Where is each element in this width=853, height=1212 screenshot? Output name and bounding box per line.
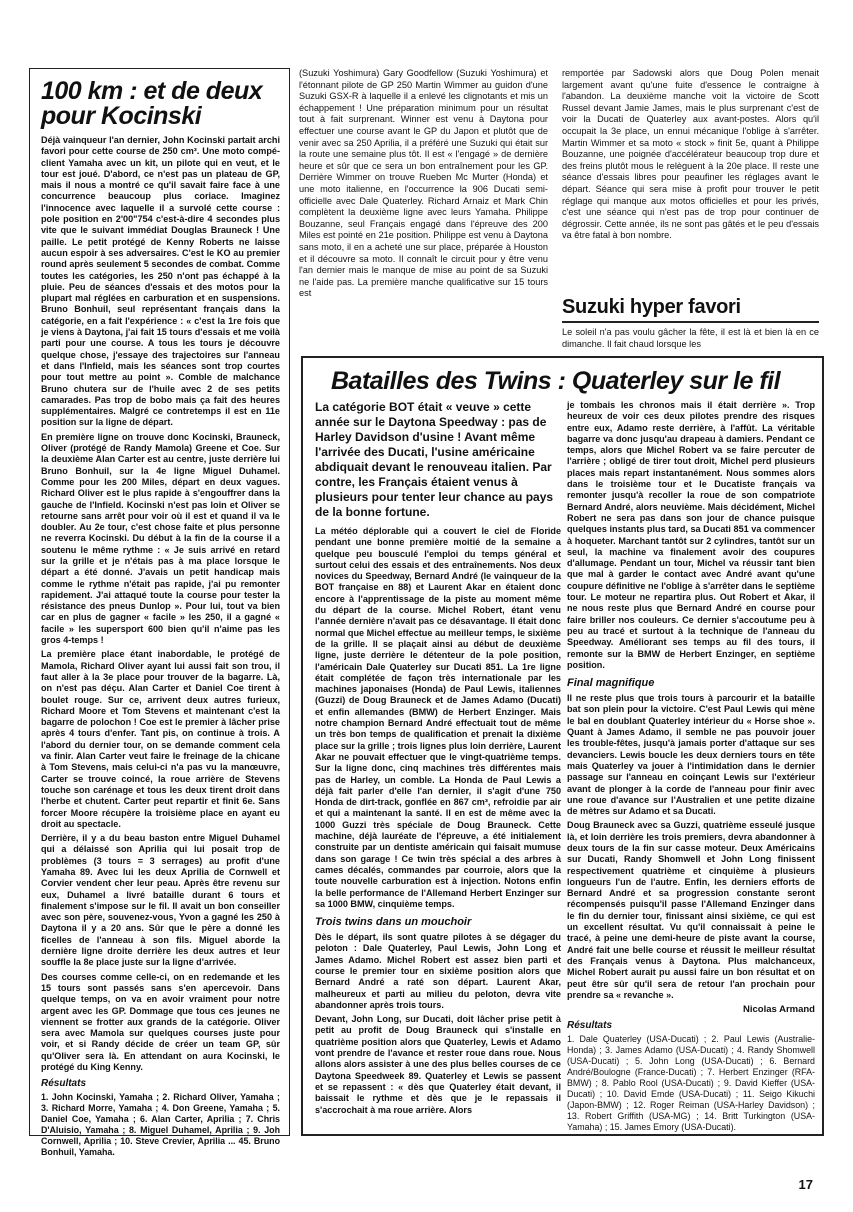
article-twins-box bbox=[301, 356, 824, 1136]
article-kocinski-paragraph: La première place étant inabordable, le protégé de Mamola, Richard Oliver ayant lui aussi fait son trou, il faut aller à la 3e place pour trouver de la bagarre. Là, on n'est pas déçu. Alan Carter et Daniel Coe tirent à boulet rouge. Sur ce, arrivent deux autres furieux, Richard Moore et Tom Stevens et maintenant c'est la bagarre de polochon ! Coe est le premier à lâcher prise après 4 tours d'enfer. Tant pis, on continue à trois. A l'abord du dernier tour, on se demande comment cela va finir. Alan Carter veut faire le freinage de la chicane à Tom Stevens, mais celui-ci n'a pas vu la manœuvre, Carter se trouve coincé, la roue arrière de Stevens touche son carénage et tous les deux tirent droit dans l'herbe et chutent. Carter peut repartir et finit 6e. Sans forcer Moore récupère la troisième place en ayant eu droit au spectacle. bbox=[41, 649, 280, 829]
article-kocinski-results: 1. John Kocinski, Yamaha ; 2. Richard Oliver, Yamaha ; 3. Richard Morre, Yamaha ; 4. Don Greene, Yamaha ; 5. Daniel Coe, Yamaha ; 6. Alan Carter, Aprilia ; 7. Chris D'Aluisio, Yamaha ; 8. Miguel Duhamel, Aprilia ; 9. Joh Cornwell, Aprilia ; 10. Steve Crevier, Aprilia ... 45. Bruno Bonhuil, Yamaha. bbox=[41, 1092, 280, 1158]
suzuki-title-rule bbox=[562, 321, 819, 323]
twins-column-left bbox=[315, 400, 561, 1130]
column2-top bbox=[299, 68, 548, 353]
twins-subheading-final: Final magnifique bbox=[567, 677, 655, 690]
article-twins-title: Batailles des Twins : Quaterley sur le fil bbox=[331, 367, 781, 395]
article-kocinski-box bbox=[29, 68, 290, 1158]
article-kocinski-body bbox=[41, 135, 280, 1073]
twins-lede: La catégorie BOT était « veuve » cette année sur le Daytona Speedway : pas de Harley Davidson d'usine ! Avant même l'arrivée des Ducati, l'usine américaine abdiquait devant le renouveau italien. Par contre, les Français étaient venus à plusieurs pour tenter leur chance au pays de la bonne fortune. bbox=[315, 400, 554, 519]
twins-paragraph: Il ne reste plus que trois tours à parcourir et la bataille bat son plein pour la victoire. C'est Paul Lewis qui mène le bal en doublant Quaterley intérieur du « Horse shoe ». Quant à James Adamo, il semble ne pas pouvoir jouer les trouble-fêtes, jusqu'à jamais porter d'attaque sur ses devanciers. Lewis boucle les deux derniers tours en tête mais Quaterley va jouer à l'intimidation dans le dernier passage sur l'anneau en coinçant Lewis sur l'extérieur avant de plonger à la corde de l'anneau pour finir avec une roue d'avance sur l'Australien et une petite dizaine de mètres sur Adamo et sa Ducati. bbox=[567, 693, 815, 817]
article-kocinski-paragraph: En première ligne on trouve donc Kocinski, Brauneck, Oliver (protégé de Randy Mamola) Greene et Coe. Sur la deuxième Alan Carter est au centre, juste derrière lui Bruno Bonhuil, sur la 4e ligne Miguel Duhamel. Comme pour les 200 Miles, départ en deux vagues. Richard Oliver est le plus rapide à s'engouffrer dans la gauche de l'Infield. Kocinski n'est pas loin et Oliver se retourne sans arrêt pour voir où il est et quand il va le doubler. Au 2e tour, c'est chose faite et plus personne ne reverra Kocinski. Du début à la fin de la course il a soutenu le même rythme : « Je suis arrivé en retard sur la grille et je n'étais pas à ma place lorsque le départ a été donné. J'avais un petit handicap mais comme le rythme n'était pas rapide, j'ai pu remonter rapidement. J'ai attaqué toute la course pour tester la résistance des pneus Dunlop ». Pour lui, tout va bien car en plus de gagner « facile » les 250, il a gagné « facile » les supersport 600 bien qu'il n'aime pas les gros 4-temps ! bbox=[41, 431, 280, 646]
article-kocinski-title: 100 km : et de deux pour Kocinski bbox=[41, 77, 263, 130]
column3-top bbox=[562, 68, 819, 290]
twins-paragraph: Dès le départ, ils sont quatre pilotes à se dégager du peloton : Dale Quaterley, Paul Lewis, John Long et James Adamo. Michel Robert est assez bien parti et course le premier tour en sixième position alors que Bernard André a raté son départ. Laurent Akar, malheureux et parti au milieu du peloton, devra vite abandonner après trois tours. bbox=[315, 932, 561, 1010]
suzuki-text: Le soleil n'a pas voulu gâcher la fête, il est là et bien là en ce dimanche. Il fait chaud lorsque les bbox=[562, 327, 819, 349]
twins-results-heading: Résultats bbox=[567, 1020, 613, 1032]
column3-top-text: remportée par Sadowski alors que Doug Polen menait largement avant qu'une fuite d'essence le contraigne à l'abandon. La deuxième manche voit la victoire de Scott Russel devant Jamie James, mais le plus surprenant c'est de voir la Ducati de Quaterley aux avant-postes. Alors qu'il occupait la 3e place, un ennui mécanique l'oblige à s'arrêter. Martin Wimmer et sa moto « stock » finit 5e, quant à Philippe Bouzanne, une poignée d'accélérateur beaucoup trop dure et des freins plutôt mous le relèguent à la 20e place. Il reste une séance d'essais libres pour peaufiner les réglages avant le départ. Séance qui sera mise à profit pour trouver le petit réglage qui manque aux motos officielles et pour les privés, c'est une séance qui n'est pas de trop pour continuer de dégrossir. Cette année, ils ne sont pas gâtés et le peu d'essais va être fatal à bon nombre. bbox=[562, 68, 819, 241]
suzuki-title: Suzuki hyper favori bbox=[562, 296, 741, 318]
twins-paragraph: Doug Brauneck avec sa Guzzi, quatrième esseulé jusque là, et loin derrière les trois premiers, devra abandonner à deux tours de la fin sur casse moteur. Deux Américains sur Ducati, Randy Shomwell et John Long finissent respectivement quatrième et cinquième à plusieurs longueurs l'un de l'autre. Enfin, les derniers efforts de Bernard André et sa progression constante seront récompensés puisqu'il passe l'Allemand Enzinger dans le fin du dernier tour, finissant ainsi sixième, ce qui est un excellent résultat. Vu qu'il connaissait à peine le tracé, à peine une demi-heure de piste avant la course, André fait une belle course et réussit le meilleur résultat des Français venus à Daytona. Plus malchanceux, Michel Robert aurait pu aussi faire un bon résultat et on peut être sûr qu'il sera de retour l'an prochain pour prendre sa « revanche ». bbox=[567, 820, 815, 1000]
twins-paragraph: je tombais les chronos mais il était derrière ». Trop heureux de voir ces deux pilotes prendre des risques entre eux, Adamo reste derrière, à l'affût. La véritable bagarre va donc jusqu'au drapeau à damiers. Pendant ce temps, alors que Michel Robert va se faire percuter de l'arrière ; obligé de tirer tout droit, Michel perd plusieurs places mais repart instantanément. Nous sommes alors dans le troisième tour et le Ducatiste français va remonter jusqu'à recoller la roue de son compatriote Bernard André, alors neuvième. Mais décidément, Michel Robert ne sera pas dans son jour de chance puisque quelques instants plus tard, sa Ducati 851 va commencer à hoqueter. Marchant tantôt sur 2 cylindres, tantôt sur un seul, la machine va finalement avoir des coupures d'allumage. Pendant un tour, Michel va réussir tant bien que mal à garder le contact avec André avant qu'une coupure définitive ne l'oblige à s'arrêter dans le septième tour. Le moteur ne repartira plus. Out Robert et Akar, il ne nous reste plus que Bernard André en course pour faire briller nos couleurs. Ce dernier s'accoutume peu à peu au tracé et surtout à la technique de l'anneau du Speedway. Améliorant ses temps au fil des tours, il remonte sur la BMW de Herbert Enzinger, en septième position. bbox=[567, 400, 815, 670]
article-kocinski-paragraph: Déjà vainqueur l'an dernier, John Kocinski partait archi favori pour cette course de 250 cm³. Une moto compé-client Yamaha avec un kit, un pilote qui en veut, et le tour est joué. D'abord, ce n'est pas un plateau de GP, mais il nous a montré ce qu'il savait faire face à une concurrence beaucoup plus coriace. Imaginez l'innocence avec laquelle il a survolé cette course : pole position en 2'00"754 c'est-à-dire 4 secondes plus vite que le suivant immédiat Douglas Brauneck ! Une paille. Le petit protégé de Kenny Roberts ne laisse aucun espoir à ses adversaires. C'est le KO au premier round après seulement 5 secondes de combat. Comme toutes les catégories, les 250 n'ont pas échappé à la pluie. Peu de séances d'essais et des motos pour la plupart mal réglées en carburation et en suspensions. Bruno Bonhuil, seul représentant français dans la catégorie, en a fait l'expérience : « c'est la 1re fois que je viens à Daytona, j'ai fait 15 tours d'essais et me voilà parti pour une course. A tous les tours je découvre quelque chose, j'essaye des trajectoires sur l'anneau et dans l'Infield, mais les séances sont trop courtes pour tout mettre au point ». Comble de malchance Bruno chutera sur de l'huile avec 2 de ses petits camarades. Pas trop de bobo mais ça fait des heures supplémentaires. Malgré ce contretemps il est en 11e position sur la ligne de départ. bbox=[41, 135, 280, 428]
twins-paragraph: La météo déplorable qui a couvert le ciel de Floride pendant une bonne première moitié de la semaine a quelque peu bousculé l'emploi du temps général et surtout celui des essais et des entraînements. Nos deux novices du Speedway, Bernard André (le vainqueur de la BOT française en 88) et Laurent Akar en étaient donc encore à l'apprentissage de la piste au moment même du départ de la course. Michel Robert, étant venu l'année dernière n'avait pas ce désavantage. Il était donc normal que Michel effectue au meilleur temps, le sixième de la grille. Il se plaçait ainsi au début de deuxième ligne, juste derrière le détenteur de la pole position, l'américain Dale Quaterley sur Ducati 851. La 1re ligne était complétée de façon très internationale par les machines japonaises (Honda) de Paul Lewis, italiennes (Guzzi) de Doug Brauneck et de James Adamo (Ducati) et enfin allemandes (BMW) de Herbert Enzinger. Mais notre champion Bernard André effectuait tout de même un très bon temps de qualification et prenait la dixième place sur la grille ; trois lignes plus loin derrière, Laurent Akar ne pouvait effectuer que le vingt-quatrième temps. Sur la ligne donc, cinq machines très différentes mais pas de Harley, un comble. La Honda de Paul Lewis a déjà fait parler d'elle l'an dernier, il s'agit d'une 750 Honda de dirt-track, gonflée en 867 cm³, refroidie par air et qui a maintenant la santé. Il en est de même avec la 1000 Guzzi très spéciale de Doug Brauneck. Cette machine, déjà lauréate de l'épreuve, a été initialement construite par un dentiste américain qui faisait mumuse dans son garage ! Ce twin très spécial a des arbres à cames décalés, commandes par courroie, alors que la toute nouvelle carburation est à injection. Notons enfin la belle performance de l'Allemand Herbert Enzinger sur sa 1000 BMW, cinquième temps. bbox=[315, 526, 561, 909]
twins-results: 1. Dale Quaterley (USA-Ducati) ; 2. Paul Lewis (Australie-Honda) ; 3. James Adamo (USA-Ducati) ; 4. Randy Shomwell (USA-Ducati) ; 5. John Long (USA-Ducati) ; 6. Bernard André/Boulogne (France-Ducati) ; 7. Herbert Enzinger (RFA-BMW) ; 8. Pablo Rool (USA-Ducati) ; 9. David Kieffer (USA-Ducati) ; 10. David Emde (USA-Ducati) ; 11. Seigo Kikuchi (Japon-BMW) ; 12. Roger Reiman (USA-Harley Davidson) ; 13. Robert Griffith (USA-MG) ; 14. Britt Turkington (USA-Yamaha) ; 15. James Emory (USA-Ducati). bbox=[567, 1034, 815, 1133]
page-number: 17 bbox=[798, 1177, 813, 1192]
article-kocinski-paragraph: Derrière, il y a du beau baston entre Miguel Duhamel qui a délaissé son Aprilia qui lui posait trop de problèmes (3 tours = 3 serrages) au profit d'une Yamaha 89. Avec lui les deux Aprilia de Cornwell et Corvier vendent cher leur peau. Après être revenu sur eux, Duhamel a livré bataille durant 6 tours et finalement s'impose sur le fil. Il avait un bon conseiller avec son père, souvenez-vous, Yvon a gagné les 250 à Daytona il y a 20 ans. Sûr que le père a donné les ficelles de l'anneau à son fils. Miguel aborde la dernière ligne droite derrière les deux autres et leur souffle la 8e place juste sur la ligne d'arrivée. bbox=[41, 833, 280, 968]
twins-subheading-mouchoir: Trois twins dans un mouchoir bbox=[315, 916, 472, 929]
twins-column-right bbox=[567, 400, 815, 1133]
article-kocinski-results-heading: Résultats bbox=[41, 1078, 87, 1090]
article-kocinski-paragraph: Des courses comme celle-ci, on en redemande et les 15 tours sont passés sans s'en apercevoir. Dans quelque temps, on va en avoir vraiment pour notre argent avec les GP. Dommage que tous ces jeunes ne viennent se frotter aux grands de la catégorie. Oliver sera avec Mamola sur quelques courses juste pour voir, et si Randy décide de créer un team GP, sûr qu'Oliver sera là. En attendant on aura Kocinski, le protégé du King Kenny. bbox=[41, 971, 280, 1073]
author-signature: Nicolas Armand bbox=[743, 1004, 815, 1016]
column2-top-text: (Suzuki Yoshimura) Gary Goodfellow (Suzuki Yoshimura) et l'étonnant pilote de GP 250 Martin Wimmer au guidon d'une Suzuki GSX-R à laquelle il a enlevé les clignotants et mis un échappement ! Une préparation minimum pour un résultat tout à fait surprenant. Winner est venu à Daytona pour effectuer une course avant le GP du Japon et plutôt que de venir avec sa 250 Aprilia, il a préféré une Suzuki qui était sur la route une semaine plus tôt. Il est « l'engagé » de dernière heure et sûr que ce sera un bon entraînement pour les GP. Derrière Wimmer on trouve Rueben Mc Murter (Honda) et une moto italienne, en l'occurrence la 906 Ducati semi-officielle avec Dale Quaterley. Richard Arnaiz et Mark Chin complètent la deuxième ligne avec leurs Yamaha. Philippe Bouzanne, seul Français engagé dans l'épreuve des 200 Miles est pointé en 21e position. Philippe est venu à Daytona sans moto, il en a acheté une sur place, préparée à Houston et il découvre sa moto. Il connaît le circuit pour y être venu l'an dernier mais le manque de mise au point de sa Suzuki ne l'aide pas. La première manche qualificative sur 15 tours est bbox=[299, 68, 548, 299]
suzuki-section bbox=[562, 296, 819, 350]
twins-paragraph: Devant, John Long, sur Ducati, doit lâcher prise petit à petit au profit de Doug Brauneck qui s'installe en quatrième position alors que Quaterley, Lewis et Adamo vont prendre de l'avance et rester roue dans roue. Nous allons alors assister à une des plus belles courses de ce Daytona Speedweek 89. Quaterley et Lewis se passent et se repassent : « dès que Quaterley était devant, il baissait le rythme et dès que je le repassais il s'accrochait à ma roue arrière. Alors bbox=[315, 1014, 561, 1115]
